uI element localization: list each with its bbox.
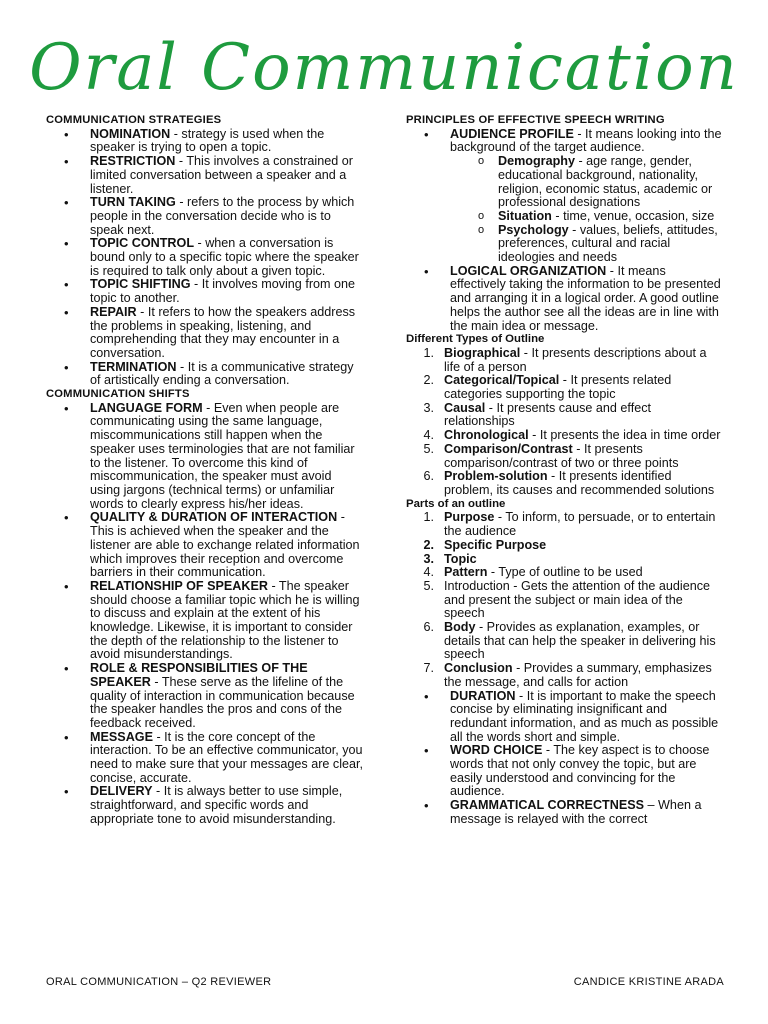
audience-sublist bbox=[450, 155, 722, 265]
list-item bbox=[46, 237, 364, 278]
list-item bbox=[46, 662, 364, 731]
list-item bbox=[406, 799, 722, 826]
item-term: REPAIR bbox=[90, 304, 137, 319]
item-number: 4. bbox=[423, 565, 434, 580]
parts-heading: Parts of an outline bbox=[406, 497, 506, 510]
item-term: Comparison/Contrast bbox=[444, 441, 573, 456]
list-item bbox=[450, 210, 722, 224]
speech-bullets bbox=[406, 690, 722, 827]
item-term: WORD CHOICE bbox=[450, 743, 543, 758]
item-text: - It presents comparison/contrast of two or three points bbox=[444, 441, 679, 470]
list-item bbox=[406, 374, 722, 401]
list-item bbox=[406, 470, 722, 497]
item-term: Problem-solution bbox=[444, 469, 548, 484]
item-term: Pattern bbox=[444, 565, 488, 580]
footer-left: ORAL COMMUNICATION – Q2 REVIEWER bbox=[46, 976, 272, 988]
item-term: MESSAGE bbox=[90, 729, 153, 744]
footer-right: CANDICE KRISTINE ARADA bbox=[573, 976, 724, 988]
principles-heading: PRINCIPLES OF EFFECTIVE SPEECH WRITING bbox=[406, 114, 665, 126]
item-text: - It presents related categories supporting the topic bbox=[444, 373, 672, 402]
list-item bbox=[46, 306, 364, 361]
parts-list bbox=[406, 511, 722, 689]
list-item bbox=[406, 265, 722, 334]
item-text: - It means looking into the background of the target audience. bbox=[450, 126, 722, 155]
item-term: Situation bbox=[498, 208, 552, 223]
list-item bbox=[46, 196, 364, 237]
item-number: 2. bbox=[423, 537, 434, 552]
item-text: - refers to the process by which people in the conversation decide who is to speak next. bbox=[90, 195, 355, 237]
list-item bbox=[46, 402, 364, 512]
item-term: TOPIC SHIFTING bbox=[90, 277, 191, 292]
types-heading: Different Types of Outline bbox=[406, 333, 545, 346]
list-item bbox=[406, 128, 722, 155]
item-text: - time, venue, occasion, size bbox=[551, 208, 715, 223]
item-term: RESTRICTION bbox=[90, 154, 176, 169]
list-item bbox=[406, 443, 722, 470]
item-term: TERMINATION bbox=[90, 359, 177, 374]
list-item bbox=[46, 278, 364, 305]
list-item bbox=[46, 731, 364, 786]
list-item bbox=[406, 621, 722, 662]
item-text: - It is the core concept of the interaction. To be an effective communicator, you need to make sure that your messages are clear, concise, accurate. bbox=[90, 729, 364, 785]
item-term: TURN TAKING bbox=[90, 195, 176, 210]
item-text: - It presents descriptions about a life of a person bbox=[444, 345, 707, 374]
item-term: Psychology bbox=[498, 222, 569, 237]
item-term: Causal bbox=[444, 400, 486, 415]
right-column bbox=[406, 114, 722, 827]
item-term: Body bbox=[444, 620, 476, 635]
list-item bbox=[406, 429, 722, 443]
strategies-list bbox=[46, 128, 364, 388]
item-text: – When a message is relayed with the correct bbox=[450, 798, 702, 826]
item-text: - It is always better to use simple, straightforward, and specific words and appropriate tone to avoid misunderstanding. bbox=[90, 784, 343, 826]
item-number: 6. bbox=[423, 620, 434, 635]
item-term: Biographical bbox=[444, 345, 521, 360]
item-term: Demography bbox=[498, 154, 575, 169]
item-text: - It presents cause and effect relationships bbox=[444, 400, 651, 429]
list-item bbox=[46, 580, 364, 662]
strategies-heading: COMMUNICATION STRATEGIES bbox=[46, 114, 222, 126]
item-number: 3. bbox=[423, 551, 434, 566]
item-text: - age range, gender, educational background, nationality, religion, economic status, academic or professional designations bbox=[498, 154, 713, 210]
item-text: - It presents identified problem, its causes and recommended solutions bbox=[444, 469, 715, 497]
item-text: Introduction - Gets the attention of the audience and present the subject or main idea of the speech bbox=[444, 578, 711, 621]
list-item bbox=[406, 744, 722, 799]
principles-list bbox=[406, 128, 722, 155]
item-text: - The key aspect is to choose words that not only convey the topic, but are easily understood and convincing for the audience. bbox=[450, 743, 710, 799]
list-item bbox=[406, 566, 722, 580]
item-term: DURATION bbox=[450, 688, 516, 703]
list-item bbox=[406, 402, 722, 429]
shifts-heading: COMMUNICATION SHIFTS bbox=[46, 388, 190, 401]
item-text: - It means effectively taking the information to be presented and arranging it in a logical order. A good outline helps the author see all the ideas are in line with the main idea or message. bbox=[450, 263, 721, 333]
list-item bbox=[406, 511, 722, 538]
shifts-list bbox=[46, 402, 364, 827]
item-text: - It is a communicative strategy of artistically ending a conversation. bbox=[90, 359, 354, 388]
item-text: - This involves a constrained or limited conversation between a speaker and a listener. bbox=[90, 154, 353, 196]
item-number: 2. bbox=[423, 373, 434, 388]
item-term: DELIVERY bbox=[90, 784, 153, 799]
item-text: - strategy is used when the speaker is trying to open a topic. bbox=[90, 126, 325, 155]
page-title: Oral Communication bbox=[29, 31, 739, 105]
item-term: GRAMMATICAL CORRECTNESS bbox=[450, 798, 645, 813]
list-item bbox=[406, 662, 722, 689]
item-text: - This is achieved when the speaker and the listener are able to exchange related information which improves their reception and overcome barriers in their communication. bbox=[90, 510, 360, 580]
list-item bbox=[46, 511, 364, 580]
item-text: - Even when people are communicating using the same language, miscommunications still happen when the speaker uses terminologies that are not familiar to the listener. To overcome this kind of miscommunication, the speaker must avoid using jargons (technical terms) or unfamiliar words to clearly express his/her ideas. bbox=[90, 400, 355, 511]
item-term: TOPIC CONTROL bbox=[90, 236, 195, 251]
logical-list bbox=[406, 265, 722, 334]
item-number: 6. bbox=[423, 469, 434, 484]
item-term: RELATIONSHIP OF SPEAKER bbox=[90, 578, 268, 593]
item-number: 1. bbox=[423, 345, 434, 360]
list-item bbox=[46, 785, 364, 826]
item-term: NOMINATION bbox=[90, 126, 171, 141]
left-column bbox=[46, 114, 364, 827]
item-text: - To inform, to persuade, or to entertain the audience bbox=[444, 510, 716, 539]
item-text: - It refers to how the speakers address the problems in speaking, listening, and comprehending that they may encounter in a conversation. bbox=[90, 304, 356, 360]
item-number: 5. bbox=[423, 441, 434, 456]
item-text: - It is important to make the speech concise by eliminating insignificant and redundant information, and as much as possible all the words short and simple. bbox=[450, 688, 719, 744]
item-text: - when a conversation is bound only to a specific topic where the speaker is required to talk only about a given topic. bbox=[90, 236, 359, 278]
item-number: 4. bbox=[423, 428, 434, 443]
list-item bbox=[46, 155, 364, 196]
list-item bbox=[406, 690, 722, 745]
list-item bbox=[406, 539, 722, 553]
item-text: - It presents the idea in time order bbox=[528, 428, 721, 443]
item-number: 5. bbox=[423, 578, 434, 593]
item-term: Specific Purpose bbox=[444, 537, 547, 552]
item-text: - values, beliefs, attitudes, preferences, cultural and racial ideologies and needs bbox=[498, 222, 718, 265]
item-term: Conclusion bbox=[444, 661, 513, 676]
list-item bbox=[406, 553, 722, 567]
list-item bbox=[450, 224, 722, 265]
item-term: LOGICAL ORGANIZATION bbox=[450, 263, 607, 278]
item-term: QUALITY & DURATION OF INTERACTION bbox=[90, 510, 338, 525]
item-number: 3. bbox=[423, 400, 434, 415]
item-term: Topic bbox=[444, 551, 477, 566]
item-number: 7. bbox=[423, 661, 434, 676]
list-item bbox=[406, 580, 722, 621]
list-item bbox=[406, 347, 722, 374]
item-term: AUDIENCE PROFILE bbox=[450, 126, 574, 141]
list-item bbox=[46, 361, 364, 388]
item-term: Categorical/Topical bbox=[444, 373, 560, 388]
types-list bbox=[406, 347, 722, 498]
item-text: - Provides as explanation, examples, or details that can help the speaker in delivering his speech bbox=[444, 620, 716, 662]
list-item bbox=[46, 128, 364, 155]
item-term: ROLE & RESPONSIBILITIES OF THE SPEAKER bbox=[90, 661, 308, 689]
item-text: - It involves moving from one topic to another. bbox=[90, 277, 356, 306]
item-text: - Provides a summary, emphasizes the message, and calls for action bbox=[444, 661, 712, 689]
item-number: 1. bbox=[423, 510, 434, 525]
item-term: LANGUAGE FORM bbox=[90, 400, 203, 415]
item-text: - Type of outline to be used bbox=[487, 565, 643, 580]
item-text: - These serve as the lifeline of the quality of interaction in communication because the speaker handles the pros and cons of the feedback received. bbox=[90, 674, 355, 730]
item-term: Chronological bbox=[444, 428, 529, 443]
list-item bbox=[450, 155, 722, 210]
item-term: Purpose bbox=[444, 510, 495, 525]
item-text: - The speaker should choose a familiar topic which he is willing to discuss and explain at the extent of his knowledge. Likewise, it is important to consider the depth of the relationship to the listener to avoid misunderstandings. bbox=[90, 578, 360, 662]
